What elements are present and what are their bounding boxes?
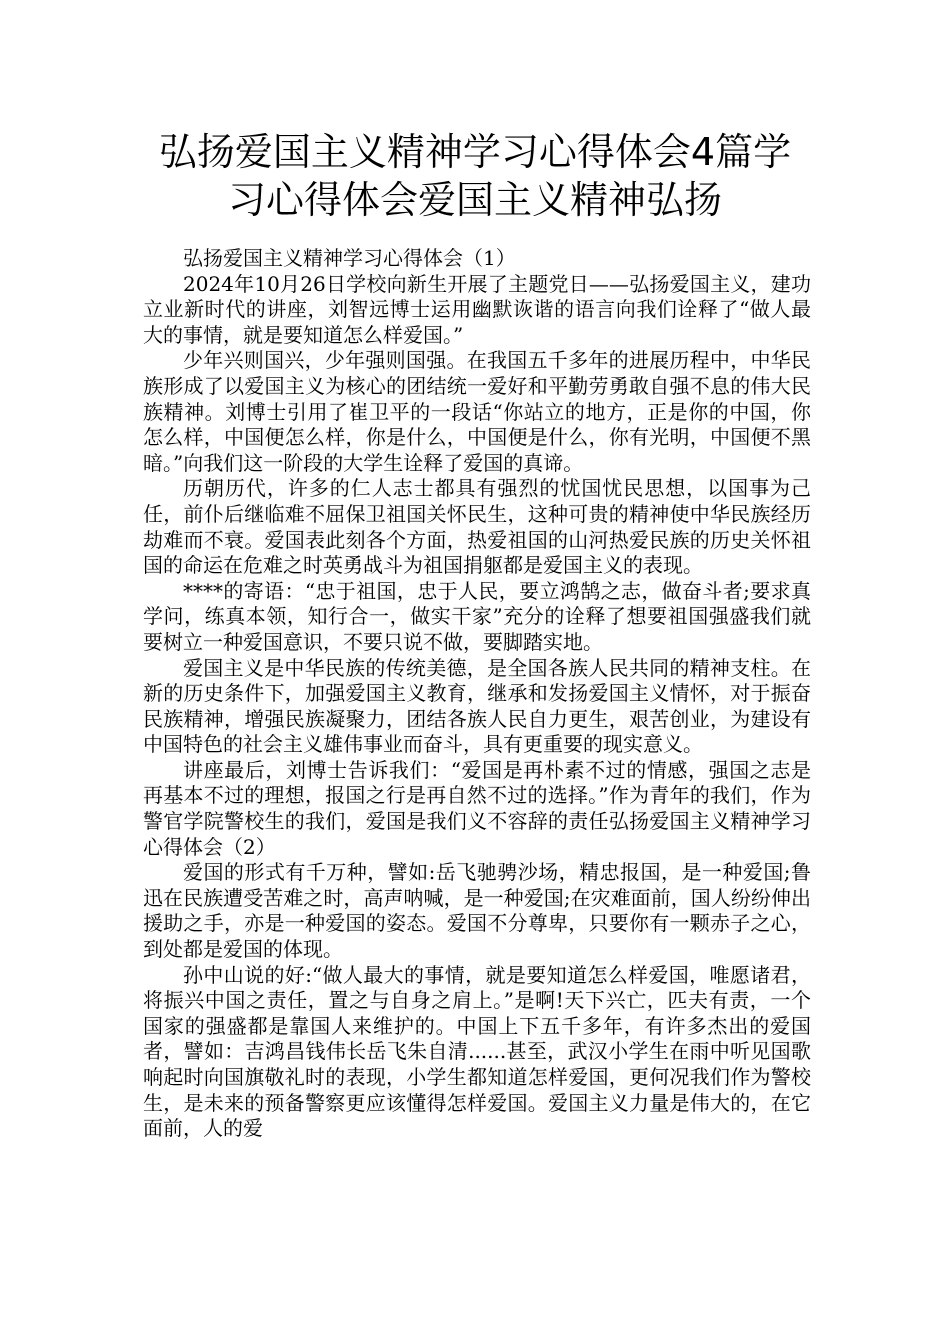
section-heading-1: 弘扬爱国主义精神学习心得体会（1） (183, 246, 516, 270)
body-paragraph: 少年兴则国兴，少年强则国强。在我国五千多年的进展历程中，中华民族形成了以爱国主义为核心的团结统一爱好和平勤劳勇敢自强不息的伟大民族精神。刘博士引用了崔卫平的一段话“你站立的地方，正是你的中国，你怎么样，中国便怎么样，你是什么，中国便是什么，你有光明，中国便不黑暗。”向我们这一阶段的大学生诠释了爱国的真谛。 (143, 348, 811, 475)
document-body (143, 246, 811, 1142)
title-line-1: 弘扬爱国主义精神学习心得体会4篇学 (158, 130, 792, 174)
body-paragraph: 历朝历代，许多的仁人志士都具有强烈的忧国忧民思想，以国事为己任，前仆后继临难不屈保卫祖国关怀民生，这种可贵的精神使中华民族经历劫难而不衰。爱国表此刻各个方面，热爱祖国的山河热爱民族的历史关怀祖国的命运在危难之时英勇战斗为祖国捐躯都是爱国主义的表现。 (143, 476, 811, 578)
title-line-2: 习心得体会爱国主义精神弘扬 (227, 178, 722, 222)
body-paragraph: 2024年10月26日学校向新生开展了主题党日——弘扬爱国主义，建功立业新时代的讲座，刘智远博士运用幽默诙谐的语言向我们诠释了“做人最大的事情，就是要知道怎么样爱国。” (143, 271, 811, 347)
body-paragraph: 孙中山说的好:“做人最大的事情，就是要知道怎么样爱国，唯愿诸君，将振兴中国之责任，置之与自身之肩上。”是啊!天下兴亡，匹夫有责，一个国家的强盛都是靠国人来维护的。中国上下五千多年，有许多杰出的爱国者，譬如：吉鸿昌钱伟长岳飞朱自清......甚至，武汉小学生在雨中听见国歌响起时向国旗敬礼时的表现，小学生都知道怎样爱国，更何况我们作为警校生，是未来的预备警察更应该懂得怎样爱国。爱国主义力量是伟大的，在它面前，人的爱 (143, 962, 811, 1141)
document-title (100, 128, 850, 224)
body-paragraph: ****的寄语：“忠于祖国，忠于人民，要立鸿鹄之志，做奋斗者;要求真学问，练真本领，知行合一，做实干家”充分的诠释了想要祖国强盛我们就要树立一种爱国意识，不要只说不做，要脚踏实地。 (143, 578, 811, 654)
body-paragraph: 讲座最后，刘博士告诉我们：“爱国是再朴素不过的情感，强国之志是再基本不过的理想，报国之行是再自然不过的选择。”作为青年的我们，作为警官学院警校生的我们，爱国是我们义不容辞的责任弘扬爱国主义精神学习心得体会（2） (143, 757, 811, 859)
body-paragraph: 爱国主义是中华民族的传统美德，是全国各族人民共同的精神支柱。在新的历史条件下，加强爱国主义教育，继承和发扬爱国主义情怀，对于振奋民族精神，增强民族凝聚力，团结各族人民自力更生，艰苦创业，为建设有中国特色的社会主义雄伟事业而奋斗，具有更重要的现实意义。 (143, 655, 811, 757)
body-paragraph: 爱国的形式有千万种，譬如:岳飞驰骋沙场，精忠报国，是一种爱国;鲁迅在民族遭受苦难之时，高声呐喊，是一种爱国;在灾难面前，国人纷纷伸出援助之手，亦是一种爱国的姿态。爱国不分尊卑，只要你有一颗赤子之心，到处都是爱国的体现。 (143, 860, 811, 962)
